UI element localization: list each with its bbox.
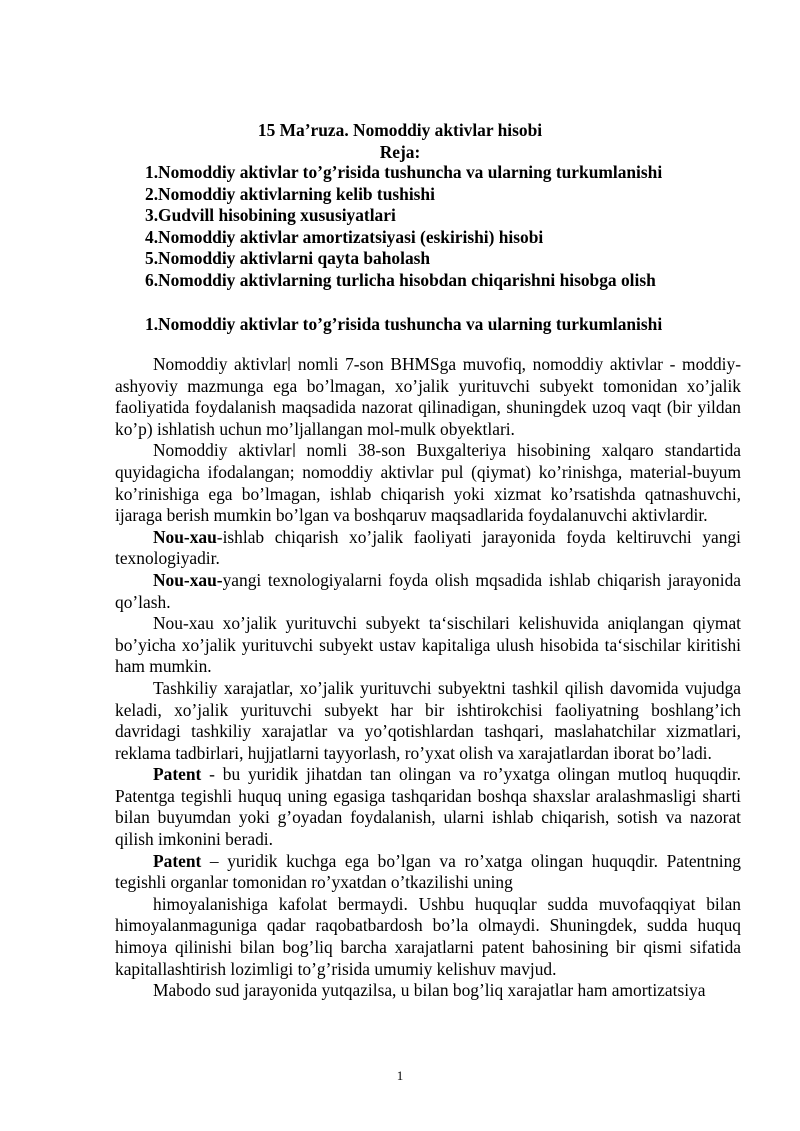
paragraph-8-text: – yuridik kuchga ega bo’lgan va ro’xatga olingan huquqdir. Patentning tegishli organlar tomonidan ro’yxatdan o’tkazilishi uning: [115, 850, 741, 893]
paragraph-8-term: Patent: [153, 850, 202, 871]
paragraph-2-text: nomli 38-son Buxgalteriya hisobining xalqaro standartida quyidagicha ifodalangan; nomoddiy aktivlar pul (qiymat) ko’rinishga, material-buyum ko’rinishiga ega bo’lmagan, ishlab chiqarish yoki xizmat ko’rsatishda qatnashuvchi, ijaraga berish mumkin bo’lgan va boshqaruv maqsadlarida foydalanuvchi aktivlardir.: [115, 440, 741, 526]
plan-item-5: 5.Nomoddiy aktivlarni qayta baholash: [145, 248, 431, 268]
quote-mark-glyph: [293, 443, 295, 457]
plan-label: Reja:: [379, 141, 421, 162]
paragraph-2-term: Nomoddiy aktivlar: [153, 440, 292, 461]
plan-item-4: 4.Nomoddiy aktivlar amortizatsiyasi (eskirishi) hisobi: [145, 226, 544, 247]
paragraph-5: Nou-xau xo’jalik yurituvchi subyekt ta‘sischilari kelishuvida aniqlangan qiymat bo’yicha xo’jalik yurituvchi subyekt ustav kapitaliga ulush hisobida ta‘sischilar kiritishi ham mumkin.: [115, 613, 741, 677]
paragraph-4-term: Nou-xau-: [153, 569, 223, 590]
paragraph-9: himoyalanishiga kafolat bermaydi. Ushbu huquqlar sudda muvofaqqiyat bilan himoyalanmaguniga qadar raqobatbardosh bo’la olmaydi. Shuningdek, sudda huquq himoya qilinishi bilan bog’liq barcha xarajatlarni patent bahosining bir qismi sifatida kapitallashtirish lozimligi to’g’risida umumiy kelishuv mavjud.: [115, 893, 741, 979]
paragraph-3-term: Nou-xau: [153, 526, 217, 547]
paragraph-1-term: Nomoddiy aktivlar: [153, 354, 288, 374]
paragraph-4: [115, 570, 741, 613]
lecture-title: 15 Ma’ruza. Nomoddiy aktivlar hisobi: [257, 120, 543, 140]
paragraph-4-text: yangi texnologiyalarni foyda olish mqsadida ishlab chiqarish jarayonida qo’lash.: [115, 569, 741, 612]
plan-item-6: 6.Nomoddiy aktivlarning turlicha hisobdan chiqarishni hisobga olish: [145, 269, 656, 290]
paragraph-7-text: - bu yuridik jihatdan tan olingan va ro’yxatga olingan mutloq huquqdir. Patentga tegishli huquq uning egasiga tashqaridan boshqa shaxslar aralashmasligi sharti bilan buyumdan yoki g’oyadan foydalanish, ularni ishlab chiqarish, sotish va nazorat qilish imkonini beradi.: [115, 764, 741, 850]
body-text: [115, 354, 741, 1002]
paragraph-3: [115, 527, 741, 570]
plan-item-3: 3.Gudvill hisobining xususiyatlari: [145, 205, 396, 225]
page-number: 1: [396, 1068, 404, 1083]
quote-mark-glyph: [288, 357, 290, 371]
paragraph-1: [115, 354, 741, 440]
plan-item-2: 2.Nomoddiy aktivlarning kelib tushishi: [145, 183, 435, 204]
paragraph-2: [115, 440, 741, 526]
paragraph-7-term: Patent: [153, 764, 202, 785]
paragraph-1-text: nomli 7-son BHMSga muvofiq, nomoddiy aktivlar - moddiy-ashyoviy mazmunga ega bo’lmagan, xo’jalik yurituvchi subyekt tomonidan xo’jalik faoliyatida foydalanish maqsadida nazorat qilinadigan, shuningdek uzoq vaqt (bir yildan ko’p) ishlatish uchun mo’ljallangan mol-mulk obyektlari.: [115, 354, 741, 439]
paragraph-8: [115, 851, 741, 894]
paragraph-10: Mabodo sud jarayonida yutqazilsa, u bilan bog’liq xarajatlar ham amortizatsiya: [153, 980, 706, 1001]
section-heading: 1.Nomoddiy aktivlar to’g’risida tushuncha va ularning turkumlanishi: [145, 314, 663, 334]
plan-list: [145, 162, 765, 291]
plan-item-1: 1.Nomoddiy aktivlar to’g’risida tushuncha va ularning turkumlanishi: [145, 162, 663, 182]
paragraph-7: [115, 764, 741, 850]
title-block: [0, 120, 800, 163]
paragraph-6: Tashkiliy xarajatlar, xo’jalik yurituvchi subyektni tashkil qilish davomida vujudga keladi, xo’jalik yurituvchi subyekt har bir ishtirokchisi faoliyatning boshlang’ich davridagi tashkiliy xarajatlar va yo’qotishlardan tashqari, maslahatchilar xizmatlari, reklama tadbirlari, hujjatlarni tayyorlash, ro’yxat olish va xarajatlardan iborat bo’ladi.: [115, 677, 741, 763]
paragraph-3-text: -ishlab chiqarish xo’jalik faoliyati jarayonida foyda keltiruvchi yangi texnologiyadir.: [115, 526, 741, 569]
